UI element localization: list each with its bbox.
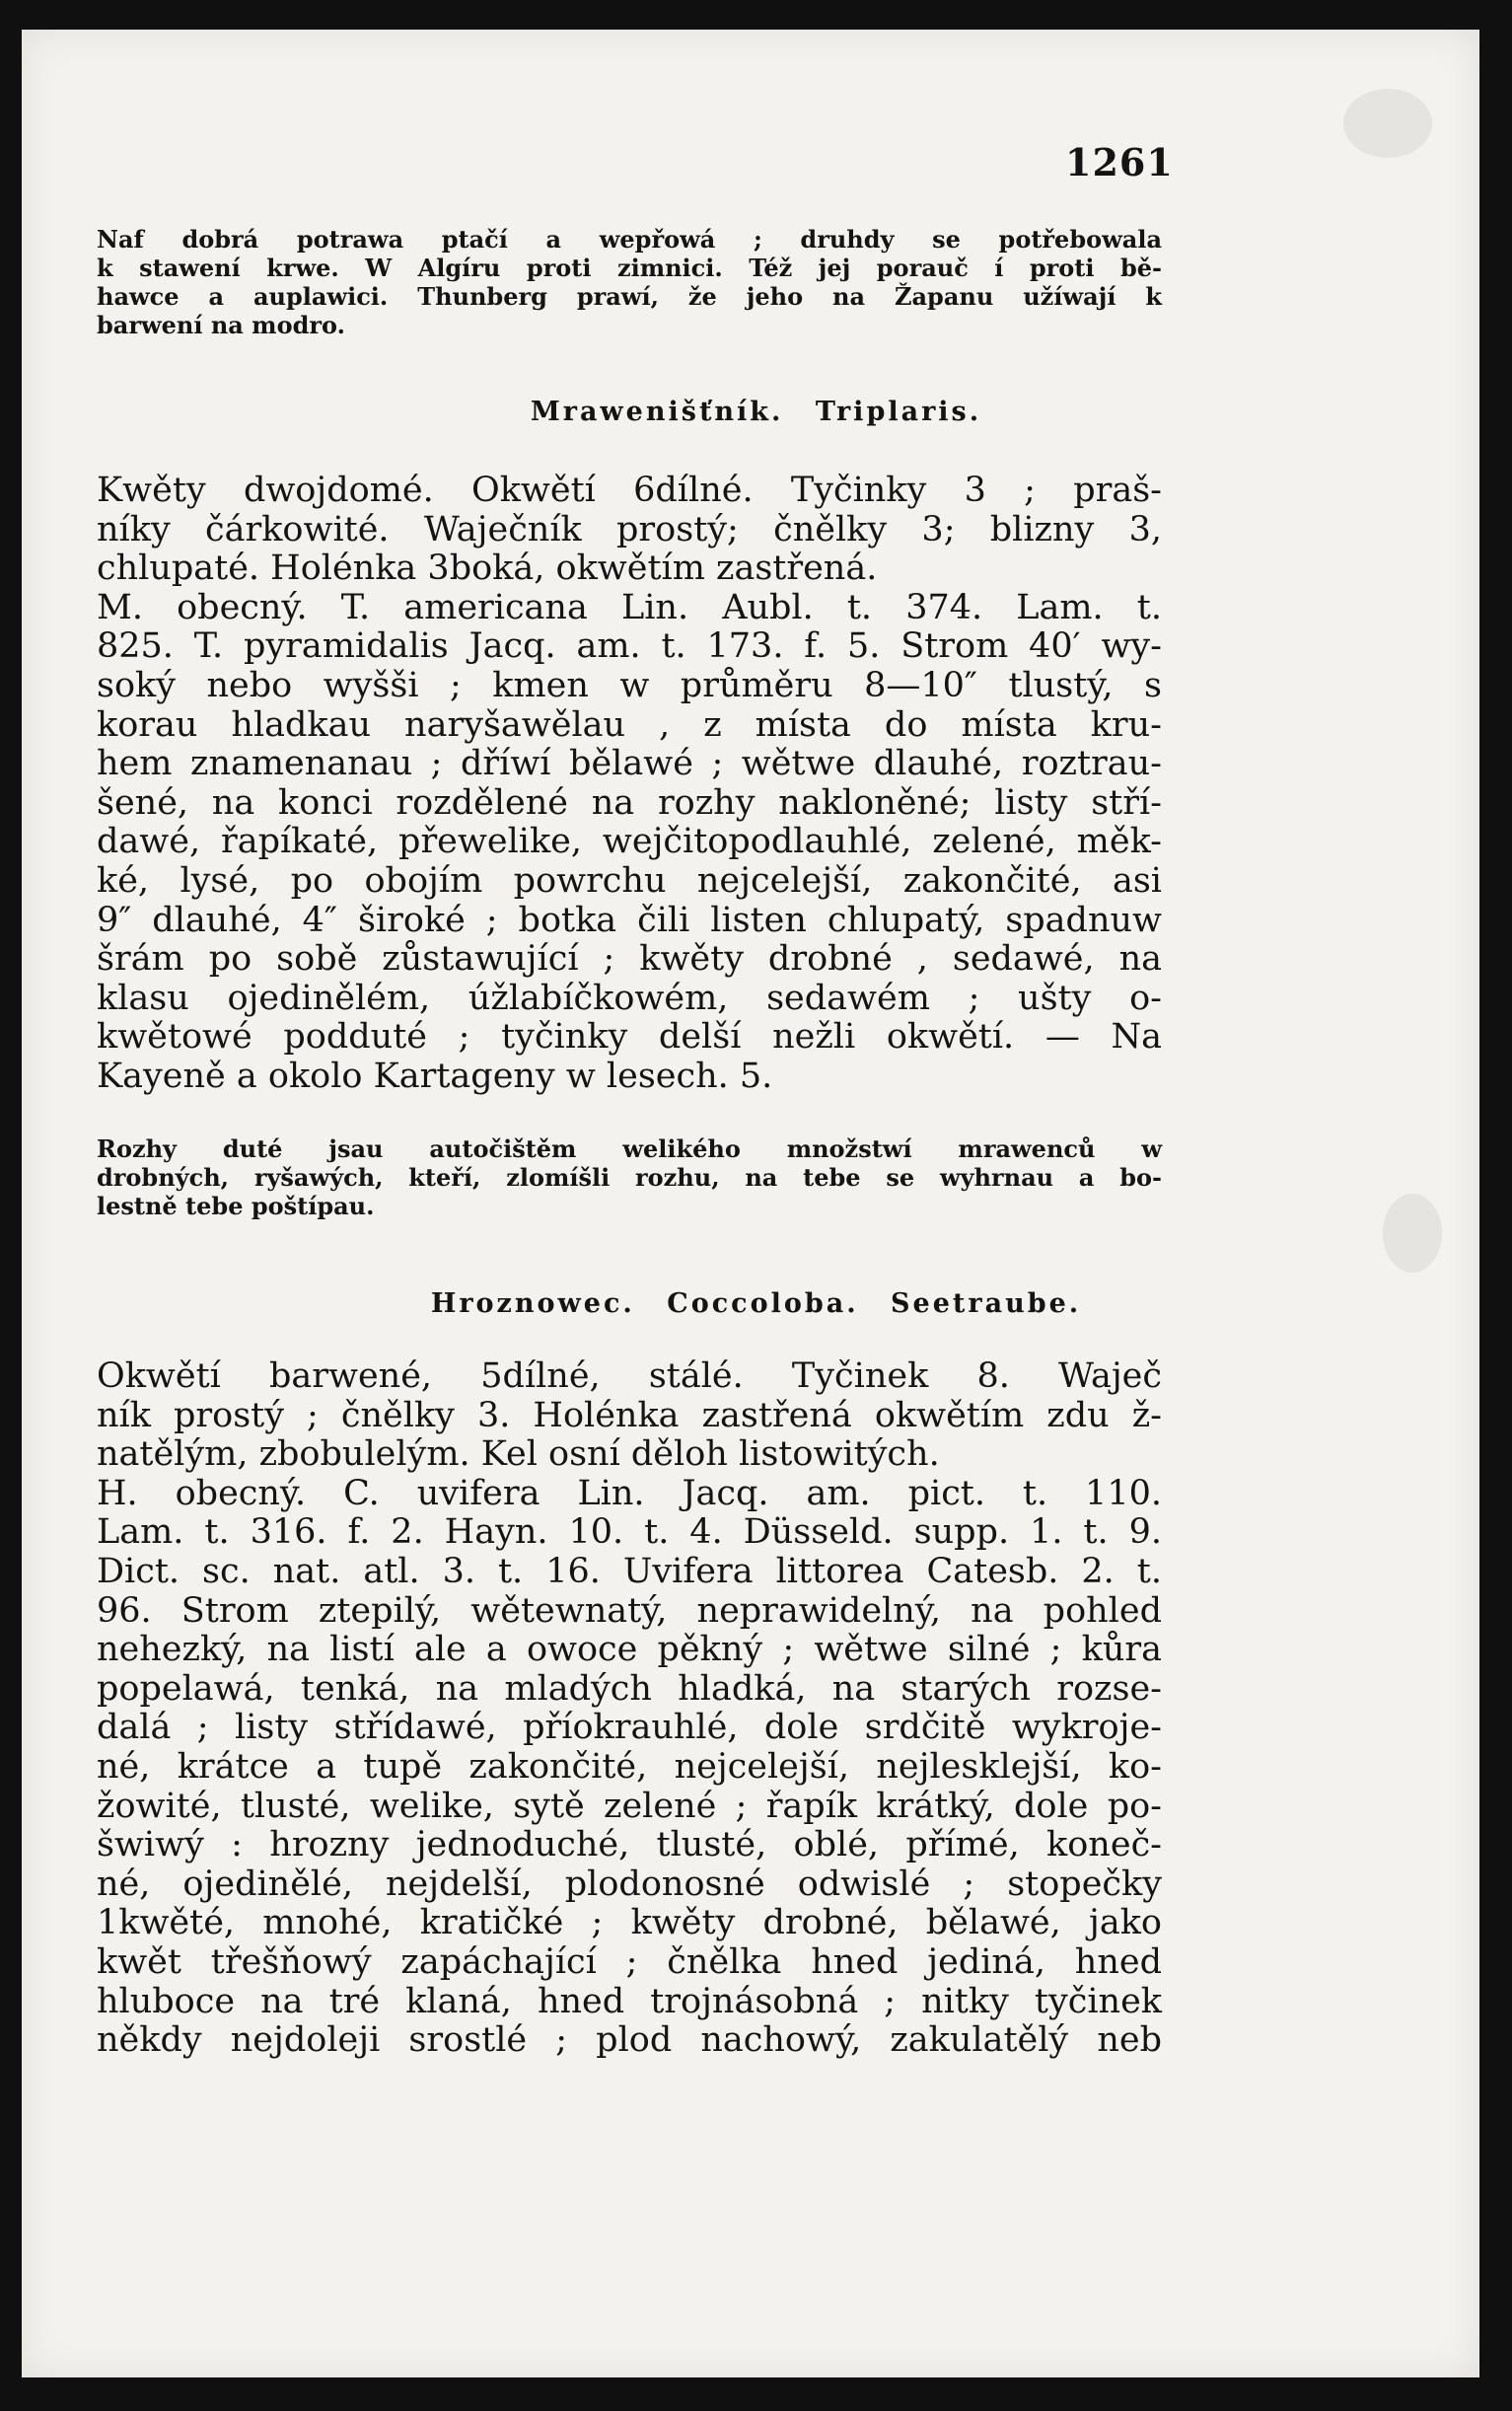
section-heading-triplaris bbox=[0, 397, 1512, 427]
text-line: 9″ dlauhé, 4″ široké ; botka čili listen chlupatý, spadnuw bbox=[97, 900, 1162, 940]
text-line: Okwětí barwené, 5dílné, stálé. Tyčinek 8. Waječ bbox=[97, 1356, 1162, 1396]
paper-stain bbox=[1343, 89, 1432, 158]
text-line: Kayeně a okolo Kartageny w lesech. 5. bbox=[97, 1056, 773, 1096]
text-line: Kwěty dwojdomé. Okwětí 6dílné. Tyčinky 3 ; praš- bbox=[97, 471, 1162, 510]
text-line: níky čárkowité. Waječník prostý; čnělky 3; blizny 3, bbox=[97, 509, 1162, 549]
text-line: klasu ojedinělém, úžlabíčkowém, sedawém ; ušty o- bbox=[97, 978, 1162, 1018]
heading-german-name: Seetraube. bbox=[891, 1288, 1082, 1319]
text-line: hawce a auplawici. Thunberg prawí, že jeho na Žapanu užíwají k bbox=[97, 282, 1162, 311]
paper-stain bbox=[1383, 1194, 1442, 1273]
text-line: soký nebo wyšši ; kmen w průměru 8—10″ tlustý, s bbox=[97, 665, 1162, 705]
intro-paragraph bbox=[97, 225, 1162, 339]
text-line: ník prostý ; čnělky 3. Holénka zastřená okwětím zdu ž- bbox=[97, 1395, 1162, 1435]
text-line: ké, lysé, po obojím powrchu nejcelejší, zakončité, asi bbox=[97, 860, 1162, 901]
heading-latin-name: Triplaris. bbox=[815, 397, 982, 427]
text-line: 1kwěté, mnohé, kratičké ; kwěty drobné, bělawé, jako bbox=[97, 1903, 1162, 1943]
text-line: někdy nejdoleji srostlé ; plod nachowý, zakulatělý neb bbox=[97, 2020, 1162, 2061]
text-line: Dict. sc. nat. atl. 3. t. 16. Uvifera littorea Catesb. 2. t. bbox=[97, 1551, 1162, 1591]
section-triplaris-text bbox=[97, 472, 1162, 1097]
text-line: šené, na konci rozdělené na rozhy nakloněné; listy stří- bbox=[97, 782, 1162, 823]
text-line: lestně tebe poštípau. bbox=[97, 1192, 375, 1220]
text-line: H. obecný. C. uvifera Lin. Jacq. am. pict. t. 110. bbox=[97, 1473, 1162, 1513]
text-line: Rozhy duté jsau autočištěm welikého množstwí mrawenců w bbox=[97, 1134, 1162, 1163]
text-line: k stawení krwe. W Algíru proti zimnici. Též jej porauč í proti bě- bbox=[97, 254, 1162, 282]
text-line: dalá ; listy střídawé, příokrauhlé, dole srdčitě wykroje- bbox=[97, 1708, 1162, 1748]
section-triplaris-note bbox=[97, 1134, 1162, 1220]
heading-czech-name: Hroznowec. bbox=[430, 1288, 635, 1319]
text-line: barwení na modro. bbox=[97, 311, 345, 339]
text-line: šrám po sobě zůstawující ; kwěty drobné , sedawé, na bbox=[97, 939, 1162, 980]
text-line: korau hladkau naryšawělau , z místa do místa kru- bbox=[97, 704, 1162, 745]
text-line: hluboce na tré klaná, hned trojnásobná ; nitky tyčinek bbox=[97, 1981, 1162, 2021]
text-line: hem znamenanau ; dříwí bělawé ; wětwe dlauhé, roztrau- bbox=[97, 744, 1162, 784]
page-number: 1261 bbox=[1065, 140, 1174, 184]
text-line: popelawá, tenká, na mladých hladká, na starých rozse- bbox=[97, 1668, 1162, 1709]
text-line: Naf dobrá potrawa ptačí a wepřowá ; druhdy se potřebowala bbox=[97, 225, 1162, 254]
text-line: drobných, ryšawých, kteří, zlomíšli rozhu, na tebe se wyhrnau a bo- bbox=[97, 1163, 1162, 1192]
text-line: šwiwý : hrozny jednoduché, tlusté, oblé, přímé, koneč- bbox=[97, 1825, 1162, 1865]
section-coccoloba-text bbox=[97, 1357, 1162, 2061]
text-line: M. obecný. T. americana Lin. Aubl. t. 374. Lam. t. bbox=[97, 587, 1162, 627]
text-line: 96. Strom ztepilý, wětewnatý, neprawidelný, na pohled bbox=[97, 1590, 1162, 1631]
text-line: né, krátce a tupě zakončité, nejcelejší, nejlesklejší, ko- bbox=[97, 1746, 1162, 1787]
text-line: né, ojedinělé, nejdelší, plodonosné odwislé ; stopečky bbox=[97, 1863, 1162, 1904]
text-line: kwět třešňowý zapáchající ; čnělka hned jediná, hned bbox=[97, 1941, 1162, 1982]
heading-czech-name: Mrawenišťník. bbox=[530, 397, 784, 427]
text-line: dawé, řapíkaté, přewelike, wejčitopodlauhlé, zelené, měk- bbox=[97, 822, 1162, 862]
heading-latin-name: Coccoloba. bbox=[667, 1288, 859, 1319]
text-line: chlupaté. Holénka 3boká, okwětím zastřená. bbox=[97, 548, 878, 589]
text-line: žowité, tlusté, welike, sytě zelené ; řapík krátký, dole po- bbox=[97, 1786, 1162, 1826]
section-heading-coccoloba bbox=[0, 1288, 1512, 1319]
text-line: 825. T. pyramidalis Jacq. am. t. 173. f. 5. Strom 40′ wy- bbox=[97, 626, 1162, 667]
text-line: nehezký, na listí ale a owoce pěkný ; wětwe silné ; kůra bbox=[97, 1630, 1162, 1670]
text-line: kwětowé podduté ; tyčinky delší nežli okwětí. — Na bbox=[97, 1017, 1162, 1058]
text-line: Lam. t. 316. f. 2. Hayn. 10. t. 4. Düsseld. supp. 1. t. 9. bbox=[97, 1512, 1162, 1553]
text-line: natělým, zbobulelým. Kel osní děloh listowitých. bbox=[97, 1434, 940, 1475]
